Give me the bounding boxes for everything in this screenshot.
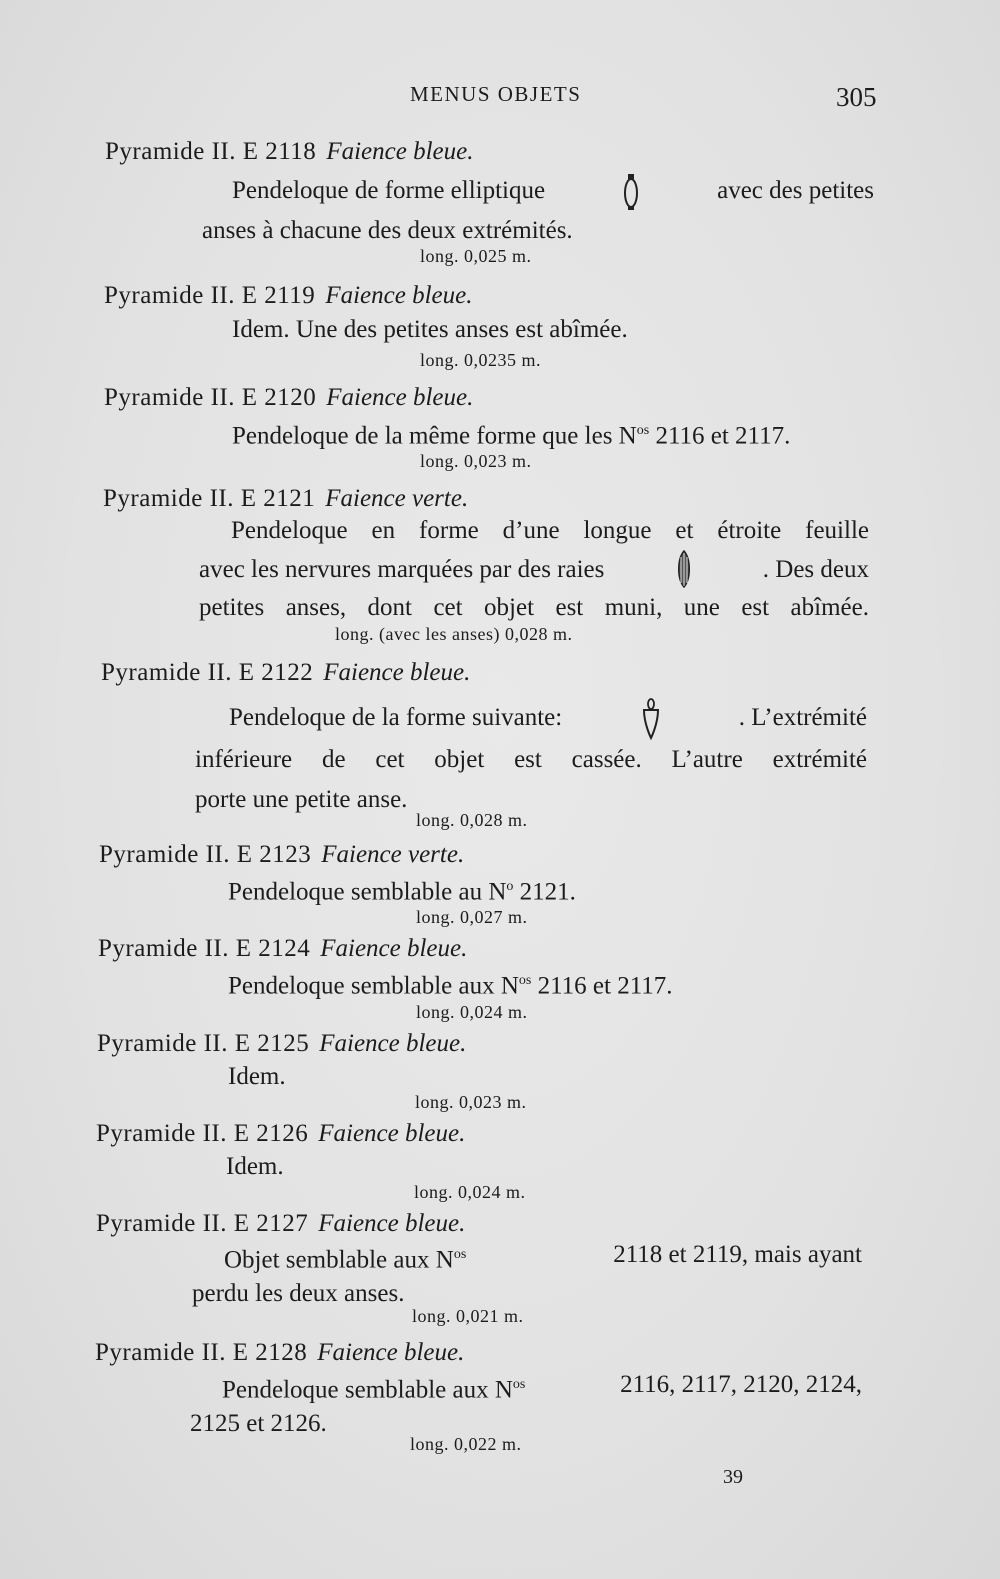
description-text: Idem. bbox=[226, 1153, 284, 1180]
measurement: long. 0,028 m. bbox=[416, 810, 528, 830]
catalog-number: Pyramide II. E 2118 bbox=[105, 138, 317, 165]
measurement: long. (avec les anses) 0,028 m. bbox=[335, 624, 573, 644]
entry-heading bbox=[104, 282, 472, 310]
description-text: 2116 et 2117. bbox=[537, 972, 673, 1000]
description-text: Idem. bbox=[228, 1063, 286, 1090]
entry-description bbox=[195, 696, 867, 820]
description-text: Pendeloque de la forme suivante: bbox=[229, 704, 563, 731]
superscript: os bbox=[518, 973, 532, 988]
entry-heading bbox=[96, 1210, 465, 1238]
measurement: long. 0,025 m. bbox=[420, 246, 532, 266]
material: Faience bleue. bbox=[325, 282, 473, 309]
description-text: . Des deux bbox=[762, 555, 869, 583]
description-text: Pendeloque semblable aux N bbox=[222, 1376, 513, 1404]
material: Faience verte. bbox=[325, 485, 469, 512]
material: Faience bleue. bbox=[318, 1120, 466, 1147]
entry-description bbox=[226, 1148, 284, 1185]
catalog-number: Pyramide II. E 2123 bbox=[99, 841, 312, 868]
superscript: os bbox=[512, 1377, 526, 1392]
catalog-number: Pyramide II. E 2119 bbox=[104, 282, 316, 309]
measurement: long. 0,022 m. bbox=[410, 1434, 522, 1454]
description-text: porte une petite anse. bbox=[195, 786, 408, 813]
description-text: Objet semblable aux N bbox=[224, 1246, 454, 1274]
measurement: long. 0,023 m. bbox=[420, 451, 532, 471]
superscript: os bbox=[636, 423, 650, 438]
material: Faience verte. bbox=[321, 841, 465, 868]
description-text: Pendeloque semblable au N bbox=[228, 878, 507, 906]
description-text: petites anses, dont cet objet est muni, une est abîmée. bbox=[199, 594, 869, 621]
measurement: long. 0,0235 m. bbox=[420, 350, 542, 370]
entry-heading bbox=[101, 659, 470, 687]
entry-description bbox=[190, 1368, 862, 1441]
entry-heading bbox=[96, 1120, 465, 1148]
measurement: long. 0,021 m. bbox=[412, 1306, 524, 1326]
material: Faience bleue. bbox=[318, 1210, 466, 1237]
catalog-number: Pyramide II. E 2126 bbox=[96, 1120, 309, 1147]
entry-description bbox=[228, 868, 576, 910]
entry-heading bbox=[99, 841, 464, 869]
signature-number: 39 bbox=[723, 1466, 743, 1488]
catalog-number: Pyramide II. E 2120 bbox=[104, 384, 317, 411]
description-text: anses à chacune des deux extrémités. bbox=[202, 217, 573, 244]
catalog-number: Pyramide II. E 2122 bbox=[101, 659, 314, 686]
description-text: Pendeloque de forme elliptique bbox=[232, 177, 546, 204]
entry-description bbox=[192, 1238, 862, 1311]
description-text: Pendeloque en forme d’une longue et étroite feuille bbox=[231, 517, 869, 544]
description-text: perdu les deux anses. bbox=[192, 1280, 405, 1308]
entry-heading bbox=[95, 1339, 464, 1367]
running-head: MENUS OBJETS bbox=[410, 82, 582, 106]
entry-heading bbox=[105, 138, 473, 166]
material: Faience bleue. bbox=[317, 1339, 465, 1366]
page-number: 305 bbox=[836, 82, 877, 112]
material: Faience bleue. bbox=[319, 1030, 467, 1057]
catalog-number: Pyramide II. E 2127 bbox=[96, 1210, 309, 1237]
description-text: 2121. bbox=[519, 878, 576, 906]
superscript: os bbox=[453, 1247, 467, 1262]
description-text: inférieure de cet objet est cassée. L’autre extrémité bbox=[195, 746, 867, 773]
description-text: 2125 et 2126. bbox=[190, 1410, 327, 1438]
entry-heading bbox=[97, 1030, 466, 1058]
material: Faience bleue. bbox=[320, 935, 468, 962]
description-text: Pendeloque de la même forme que les N bbox=[232, 422, 637, 450]
entry-description bbox=[232, 412, 790, 454]
measurement: long. 0,024 m. bbox=[414, 1182, 526, 1202]
catalog-number: Pyramide II. E 2121 bbox=[103, 485, 316, 512]
entry-description bbox=[202, 172, 874, 249]
pointed-pendant-icon bbox=[640, 696, 662, 740]
superscript: o bbox=[506, 879, 514, 894]
material: Faience bleue. bbox=[326, 138, 474, 165]
description-text: . L’extrémité bbox=[738, 704, 867, 731]
entry-description bbox=[228, 962, 673, 1004]
measurement: long. 0,024 m. bbox=[416, 1002, 528, 1022]
description-text: avec les nervures marquées par des raies bbox=[199, 555, 605, 583]
entry-heading bbox=[98, 935, 467, 963]
material: Faience bleue. bbox=[323, 659, 471, 686]
description-text: 2118 et 2119, mais ayant bbox=[613, 1241, 862, 1268]
description-text: Pendeloque semblable aux N bbox=[228, 972, 519, 1000]
material: Faience bleue. bbox=[326, 384, 474, 411]
entry-description bbox=[199, 512, 869, 626]
catalog-number: Pyramide II. E 2125 bbox=[97, 1030, 310, 1057]
entry-heading bbox=[104, 384, 473, 412]
entry-description bbox=[232, 311, 628, 348]
description-text: Idem. Une des petites anses est abîmée. bbox=[232, 316, 628, 343]
entry-description bbox=[228, 1058, 286, 1095]
leaf-pendant-icon bbox=[675, 549, 693, 589]
measurement: long. 0,023 m. bbox=[415, 1092, 527, 1112]
entry-heading bbox=[103, 485, 468, 513]
elliptical-pendant-icon bbox=[622, 172, 640, 212]
measurement: long. 0,027 m. bbox=[416, 907, 528, 927]
description-text: 2116, 2117, 2120, 2124, bbox=[620, 1371, 862, 1398]
description-text: 2116 et 2117. bbox=[655, 422, 791, 450]
description-text: avec des petites bbox=[717, 177, 874, 204]
catalog-number: Pyramide II. E 2128 bbox=[95, 1339, 308, 1366]
catalog-number: Pyramide II. E 2124 bbox=[98, 935, 311, 962]
